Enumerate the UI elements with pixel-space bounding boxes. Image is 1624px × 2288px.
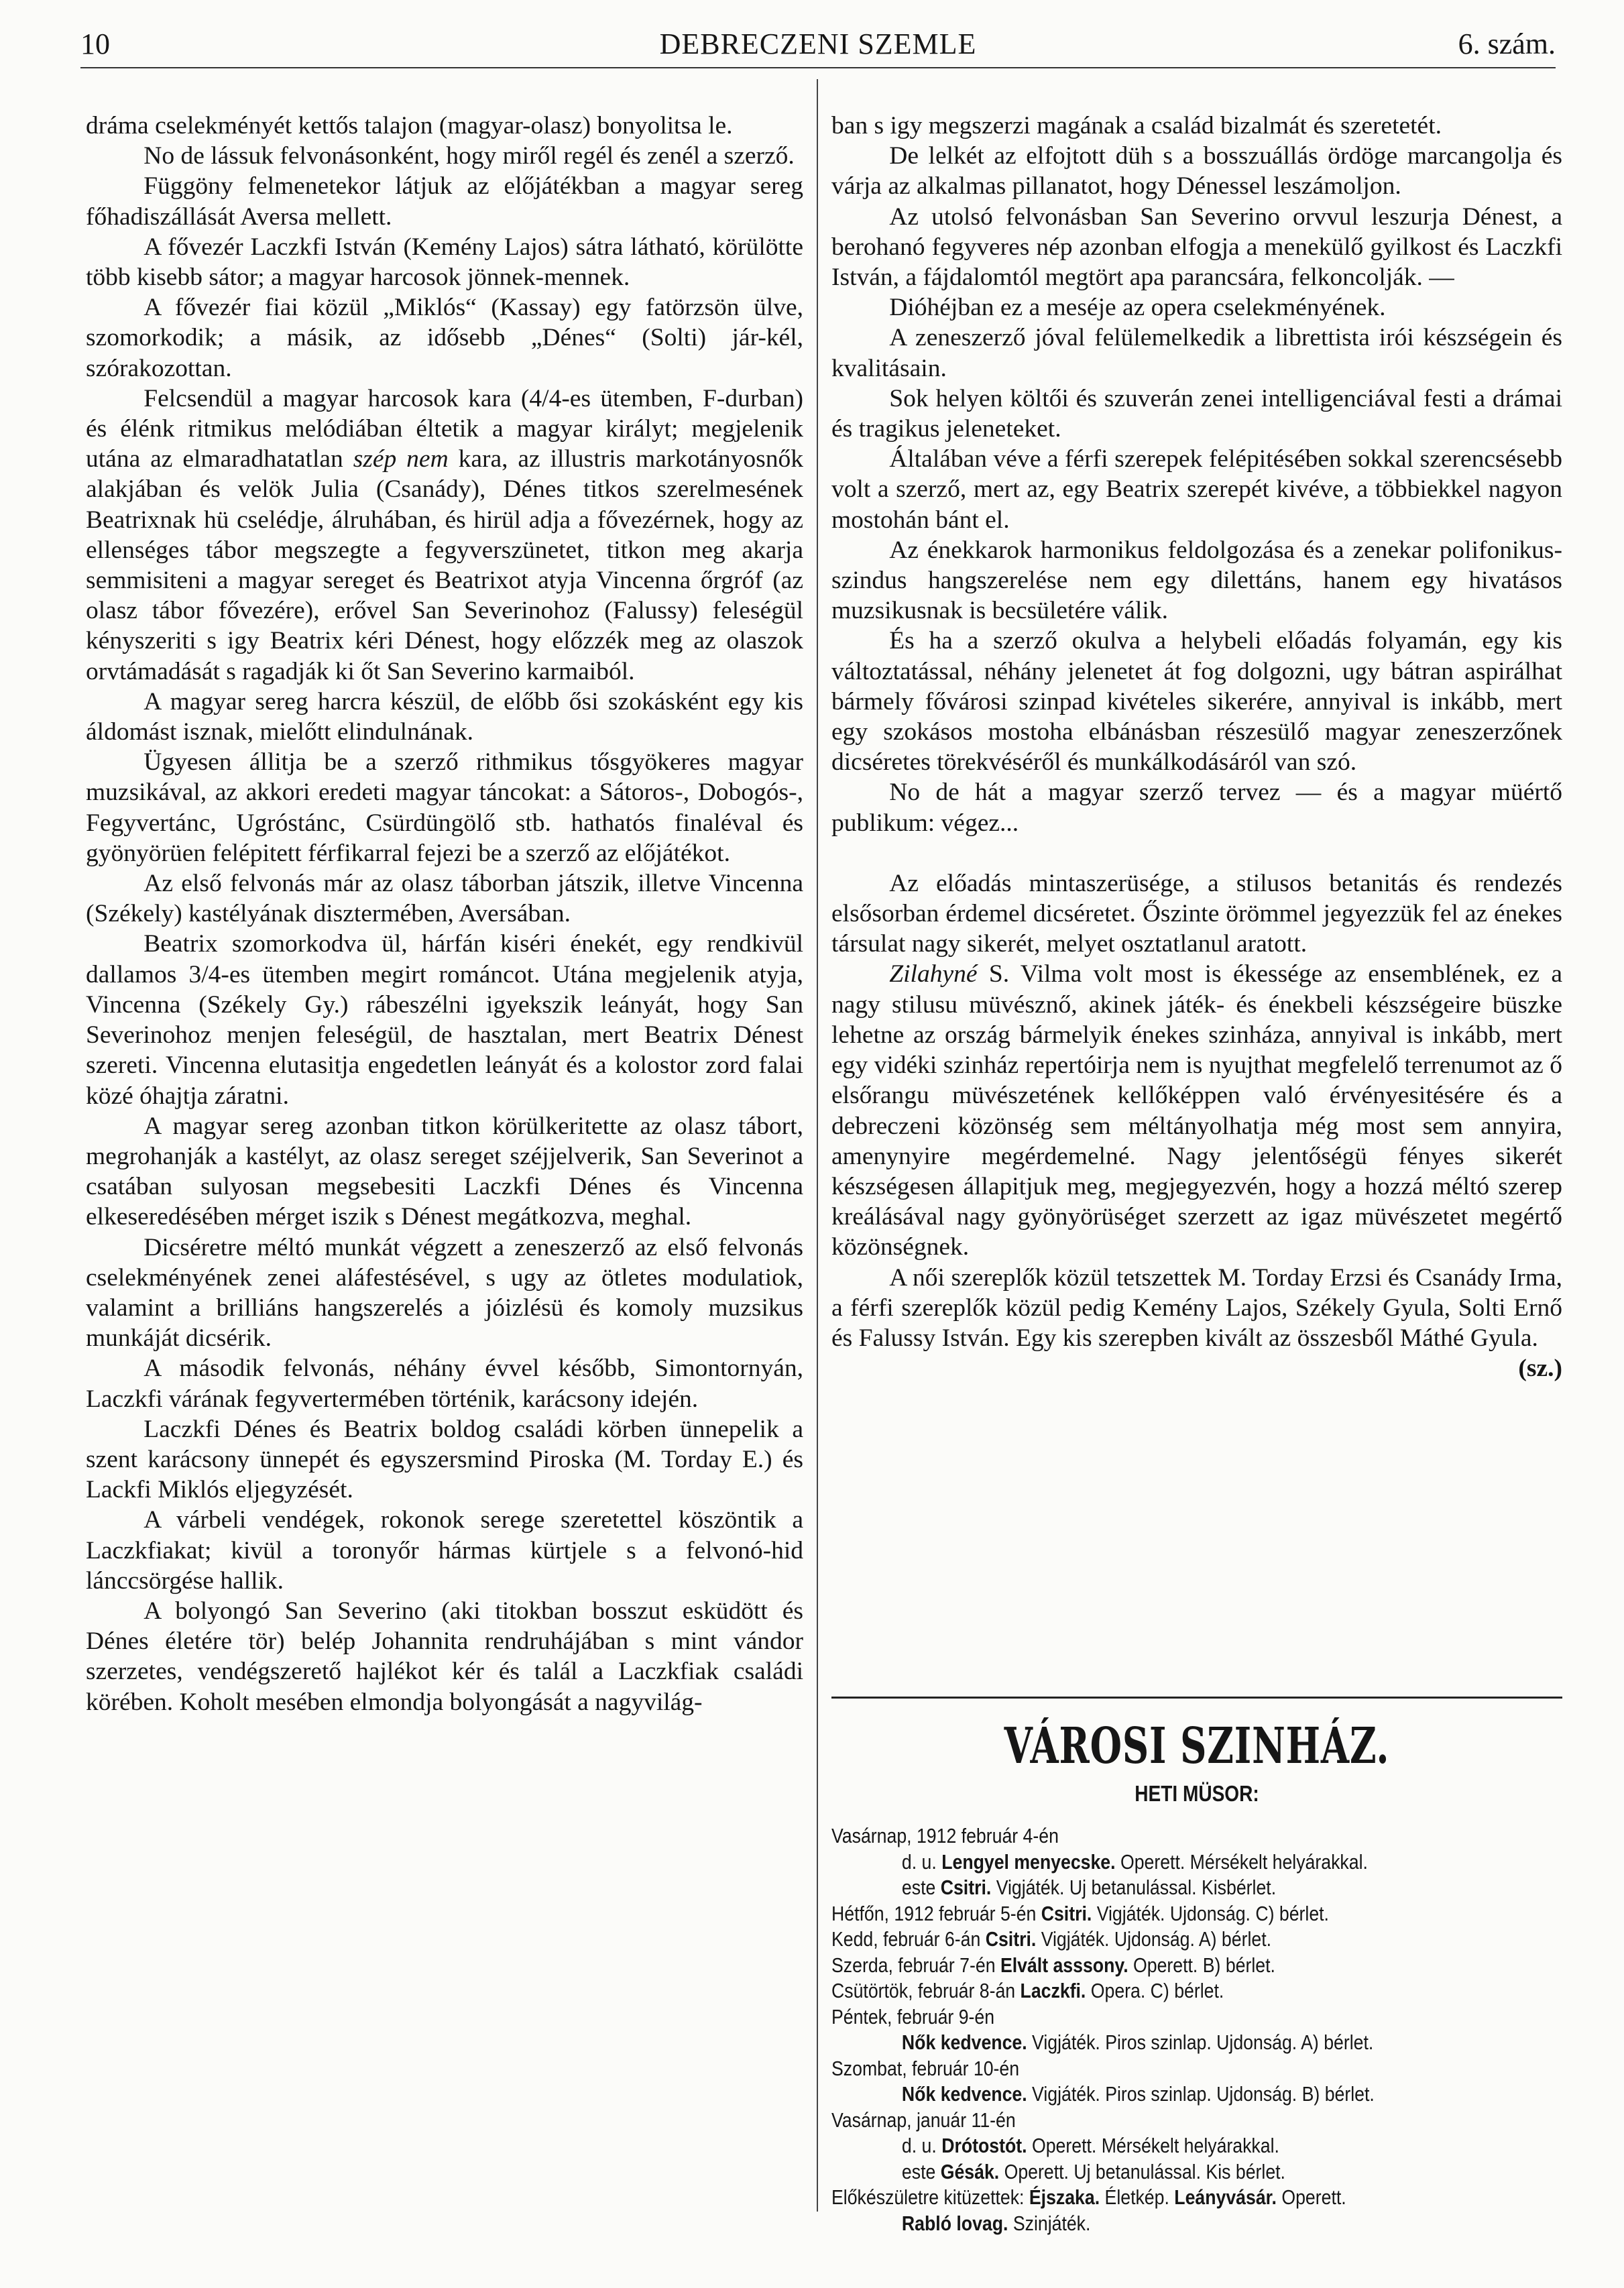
- text-run: dráma cselekményét kettős talajon (magyar-olasz) bonyolitsa le.: [86, 112, 733, 139]
- program-line: [831, 2133, 1460, 2159]
- paragraph: [831, 384, 1562, 444]
- text-run: Csütörtök, február 8-án: [831, 1979, 1021, 2002]
- text-run: Vasárnap, január 11-én: [831, 2108, 1016, 2132]
- text-run: Ügyesen állitja be a szerző rithmikus tősgyökeres magyar muzsikával, az akkori eredeti magyar táncokat: a Sátoros-, Dobogós-, Fegyvertánc, Ugróstánc, Csürdüngölő stb. hathatós finaléval és gyönyörüen felépitett férfikarral fejezi be a szerző az előjátékot.: [86, 748, 803, 867]
- text-run: Vigjáték. Uj betanulással. Kisbérlet.: [991, 1876, 1277, 1899]
- text-run: A magyar sereg azonban titkon körülkeritette az olasz tábort, megrohanják a kastélyt, az olasz sereget széjjelverik, San Severinot a csatában sulyosan megsebesiti Laczkfi Dénes és Vincenna elkeseredésében mérget iszik s Dénest megátkozva, meghal.: [86, 1112, 803, 1231]
- text-run: Szerda, február 7-én: [831, 1953, 1000, 1977]
- text-run: este: [901, 1876, 941, 1899]
- paragraph: [86, 1353, 803, 1414]
- right-column: [831, 111, 1562, 1383]
- text-run: Opera. C) bérlet.: [1086, 1979, 1224, 2002]
- text-run: A második felvonás, néhány évvel később, Simontornyán, Laczkfi várának fegyvertermében történik, karácsony idején.: [86, 1355, 803, 1413]
- author-signature: (sz.): [1518, 1355, 1562, 1383]
- text-run: Operett. Mérsékelt helyárakkal.: [1115, 1849, 1368, 1874]
- paragraph: [831, 959, 1562, 1262]
- paragraph: [831, 626, 1562, 777]
- play-title: Leányvásár.: [1174, 2185, 1277, 2209]
- text-run: Operett. Uj betanulással. Kis bérlet.: [999, 2159, 1285, 2183]
- text-run: Az előadás mintaszerüsége, a stilusos betanitás és rendezés elsősorban érdemel dicséretet. Őszinte örömmel jegyezzük fel az énekes társulat nagy sikerét, melyet osztatlanul aratott.: [831, 869, 1562, 958]
- text-run: A bolyongó San Severino (aki titokban bosszut esküdött és Dénes életére tör) belép Johannita rendruhájában s mint vándor szerzetes, vendégszerető hajlékot kér és talál a Laczkfiak családi körében. Koholt mesében elmondja bolyongását a nagyvilág-: [86, 1597, 803, 1716]
- play-title: Csitri.: [1041, 1901, 1092, 1925]
- play-title: Nők kedvence.: [901, 2030, 1027, 2054]
- header-rule: [80, 67, 1556, 68]
- page-number: 10: [80, 27, 110, 60]
- italic-text: Zilahyné: [889, 960, 978, 988]
- section-rule: [831, 1697, 1562, 1699]
- text-run: No de lássuk felvonásonként, hogy miről regél és zenél a szerző.: [143, 142, 795, 170]
- text-run: Beatrix szomorkodva ül, hárfán kiséri énekét, egy rendkivül dallamos 3/4-es ütemben megirt románcot. Utána megjelenik atyja, Vincenna (Székely Gy.) rábeszélni igyekszik leányát, hogy San Severinohoz menjen feleségül, de hasztalan, mert Beatrix Dénest szereti. Vincenna elutasitja engedetlen leányát és a kolostor zord falai közé óhajtja záratni.: [86, 930, 803, 1110]
- journal-title: DEBRECZENI SZEMLE: [659, 27, 977, 60]
- play-title: Nők kedvence.: [901, 2082, 1027, 2106]
- paragraph: [86, 747, 803, 868]
- paragraph: [831, 1263, 1562, 1383]
- paragraph: [831, 323, 1562, 383]
- text-run: S. Vilma volt most is ékessége az ensemblének, ez a nagy stilusu müvésznő, akinek játék- és énekbeli készségeire büszke lehetne az ország bármelyik énekes szinháza, annyival is inkább, mert egy vidéki szinház repertóirja nem is nyujthat megfelelő terrenumot az ő elsőrangu müvészetének kellőképpen való érvényesitésére és a debreczeni közönség sem méltányolhatja még most sem annyira, amenynyire megérdemelné. Nagy jelentőségü fényes sikerét készségesen állapitjuk meg, megjegyezvén, hogy a hozzá méltó szerep kreálásával nagy gyönyörüséget szerzett az igaz müvészetet megértő közönségnek.: [831, 960, 1562, 1261]
- paragraph: [86, 171, 803, 231]
- program-line: [831, 2004, 1460, 2030]
- program-line: [831, 2081, 1460, 2108]
- paragraph: [86, 929, 803, 1110]
- text-run: ban s igy megszerzi magának a család bizalmát és szeretetét.: [831, 112, 1442, 139]
- paragraph: [831, 292, 1562, 323]
- text-run: Életkép.: [1100, 2185, 1175, 2209]
- play-title: Drótostót.: [941, 2134, 1027, 2157]
- play-title: Csitri.: [940, 1876, 992, 1899]
- play-title: Csitri.: [985, 1927, 1037, 1951]
- paragraph: [86, 111, 803, 141]
- theatre-subtitle: HETI MÜSOR:: [1135, 1781, 1259, 1806]
- text-run: A fővezér Laczkfi István (Kemény Lajos) sátra látható, körülötte több kisebb sátor; a magyar harcosok jönnek-mennek.: [86, 233, 803, 292]
- program-line: [831, 1927, 1460, 1953]
- text-run: Dióhéjban ez a meséje az opera cselekményének.: [889, 294, 1386, 322]
- paragraph: [831, 111, 1562, 141]
- text-run: Hétfőn, 1912 február 5-én: [831, 1901, 1041, 1925]
- text-run: Dicséretre méltó munkát végzett a zeneszerző az első felvonás cselekményének zenei aláfestésével, s ugy az ötletes modulatiok, valamint a brilliáns hangszerelés a jóizlésü és komoly muzsikus munkáját dicsérik.: [86, 1233, 803, 1353]
- page-header: [80, 27, 1556, 67]
- text-run: A fővezér fiai közül „Miklós“ (Kassay) egy fatörzsön ülve, szomorkodik; a másik, az idősebb „Dénes“ (Solti) jár-kél, szórakozottan.: [86, 294, 803, 382]
- paragraph: [86, 1505, 803, 1596]
- text-run: De lelkét az elfojtott düh s a bosszuállás ördöge marcangolja és várja az alkalmas pillanatot, hogy Dénessel leszámoljon.: [831, 142, 1562, 201]
- program-line: [831, 2159, 1460, 2185]
- theatre-program: [831, 1717, 1562, 2236]
- paragraph: [86, 141, 803, 171]
- text-run: Az utolsó felvonásban San Severino orvvul leszurja Dénest, a berohanó fegyveres nép azonban elfogja a menekülő gyilkost és Laczkfi István, a fájdalomtól megtört apa parancsára, felkoncolják. —: [831, 203, 1562, 292]
- text-run: d. u.: [901, 1849, 942, 1874]
- text-run: kara, az illustris markotányosnők alakjában és velök Julia (Csanády), Dénes titkos szerelmesének Beatrixnak hü cselédje, álruhában, és hirül adja a fővezérnek, hogy az ellenséges tábor megszegte a fegyverszünetet, titkon meg akarja semmisiteni a magyar sereget és Beatrixot atyja Vincenna őrgróf (az olasz tábor fővezére), erővel San Severinohoz (Falussy) feleségül kényszeriti s igy Beatrix kéri Dénest, hogy előzzék meg az olaszok orvtámadását s ragadják ki őt San Severino karmaiból.: [86, 445, 803, 685]
- program-line: [831, 1953, 1460, 1979]
- text-run: Operett. B) bérlet.: [1128, 1953, 1275, 1977]
- program-line: [831, 1875, 1460, 1901]
- paragraph: [86, 1233, 803, 1354]
- text-run: Az énekkarok harmonikus feldolgozása és a zenekar polifonikus-szindus hangszerelése nem egy dilettáns, hanem egy hivatásos muzsikusnak is becsületére válik.: [831, 536, 1562, 625]
- text-run: A várbeli vendégek, rokonok serege szeretettel köszöntik a Laczkfiakat; kivül a toronyőr hármas kürtjele s a felvonó-hid lánccsörgése hallik.: [86, 1506, 803, 1595]
- play-title: Lengyel menyecske.: [941, 1849, 1116, 1874]
- text-run: A magyar sereg harcra készül, de előbb ősi szokásként egy kis áldomást isznak, mielőtt elindulnának.: [86, 687, 803, 746]
- text-run: És ha a szerző okulva a helybeli előadás folyamán, egy kis változtatással, néhány jelenetet át fog dolgozni, ugy bátran aspirálhat bármely fővárosi szinpad kivételes sikerére, annyival is inkább, mert egy szokásos mostoha elbánásban részesülő magyar zeneszerzőnek dicséretes törekvéséről és munkálkodásáról van szó.: [831, 627, 1562, 777]
- text-run: Szinjáték.: [1008, 2211, 1091, 2235]
- paragraph: [86, 868, 803, 929]
- program-line: [831, 1823, 1460, 1849]
- paragraph: [86, 1596, 803, 1717]
- paragraph: [86, 292, 803, 384]
- text-run: Sok helyen költői és szuverán zenei intelligenciával festi a drámai és tragikus jeleneteket.: [831, 384, 1562, 443]
- issue-number: 6. szám.: [1458, 27, 1556, 60]
- text-run: Szombat, február 10-én: [831, 2056, 1020, 2080]
- program-line: [831, 2185, 1460, 2211]
- text-run: A zeneszerző jóval felülemelkedik a librettista irói készségein és kvalitásain.: [831, 324, 1562, 382]
- italic-text: szép nem: [353, 445, 449, 473]
- left-column: [86, 111, 803, 1717]
- paragraph: [86, 1111, 803, 1233]
- program-line: [831, 2030, 1460, 2056]
- play-title: Éjszaka.: [1029, 2185, 1100, 2209]
- text-run: Operett.: [1276, 2185, 1346, 2209]
- paragraph: [831, 444, 1562, 535]
- theatre-title: VÁROSI SZINHÁZ.: [1004, 1717, 1390, 1776]
- text-run: Vasárnap, 1912 február 4-én: [831, 1824, 1059, 1847]
- play-title: Laczkfi.: [1020, 1979, 1086, 2002]
- program-line: [831, 1978, 1460, 2004]
- text-run: d. u.: [901, 2134, 942, 2157]
- paragraph: [86, 384, 803, 687]
- paragraph: [86, 687, 803, 747]
- program-list: [831, 1823, 1562, 2236]
- column-divider: [817, 79, 818, 2212]
- text-run: No de hát a magyar szerző tervez — és a magyar müértő publikum: végez...: [831, 779, 1562, 837]
- program-line: [831, 1901, 1460, 1927]
- text-run: Operett. Mérsékelt helyárakkal.: [1027, 2134, 1279, 2157]
- paragraph: [86, 232, 803, 292]
- text-run: Függöny felmenetekor látjuk az előjátékban a magyar sereg főhadiszállását Aversa mellett.: [86, 172, 803, 231]
- text-run: este: [901, 2159, 941, 2183]
- play-title: Rabló lovag.: [901, 2211, 1008, 2235]
- text-run: Vigjáték. Ujdonság. A) bérlet.: [1036, 1927, 1272, 1951]
- text-run: Laczkfi Dénes és Beatrix boldog családi körben ünnepelik a szent karácsony ünnepét és egyszersmind Piroska (M. Torday E.) és Lackfi Miklós eljegyzését.: [86, 1415, 803, 1504]
- text-run: Vigjáték. Piros szinlap. Ujdonság. B) bérlet.: [1027, 2082, 1375, 2106]
- text-run: Az első felvonás már az olasz táborban játszik, illetve Vincenna (Székely) kastélyának disztermében, Aversában.: [86, 870, 803, 928]
- text-run: Felcsendül a magyar harcosok kara (4/4-es ütemben, F-durban) és élénk ritmikus melódiában éltetik a magyar királyt; megjelenik utána az elmaradhatatlan: [86, 384, 803, 473]
- program-line: [831, 2108, 1460, 2134]
- text-run: Kedd, február 6-án: [831, 1927, 986, 1951]
- text-run: Előkészületre kitüzettek:: [831, 2185, 1029, 2209]
- text-run: Vigjáték. Ujdonság. C) bérlet.: [1092, 1901, 1329, 1925]
- paragraph: [831, 777, 1562, 838]
- program-line: [831, 2056, 1460, 2082]
- paragraph: [831, 535, 1562, 626]
- paragraph: [831, 868, 1562, 960]
- play-title: Elvált asssony.: [1000, 1953, 1128, 1977]
- paragraph: [831, 141, 1562, 201]
- play-title: Gésák.: [940, 2159, 1000, 2183]
- text-run: Általában véve a férfi szerepek felépitésében sokkal szerencsésebb volt a szerző, mert az, egy Beatrix szerepét kivéve, a többiekkel nagyon mostohán bánt el.: [831, 445, 1562, 534]
- text-run: Vigjáték. Piros szinlap. Ujdonság. A) bérlet.: [1027, 2030, 1374, 2054]
- text-run: A női szereplők közül tetszettek M. Torday Erzsi és Csanády Irma, a férfi szereplők közül pedig Kemény Lajos, Székely Gyula, Solti Ernő és Falussy István. Egy kis szerepben kivált az összesből Máthé Gyula.: [831, 1263, 1562, 1352]
- text-run: Péntek, február 9-én: [831, 2004, 995, 2028]
- program-line: [831, 1849, 1460, 1876]
- program-line: [831, 2211, 1460, 2237]
- paragraph: [831, 202, 1562, 293]
- paragraph: [86, 1414, 803, 1505]
